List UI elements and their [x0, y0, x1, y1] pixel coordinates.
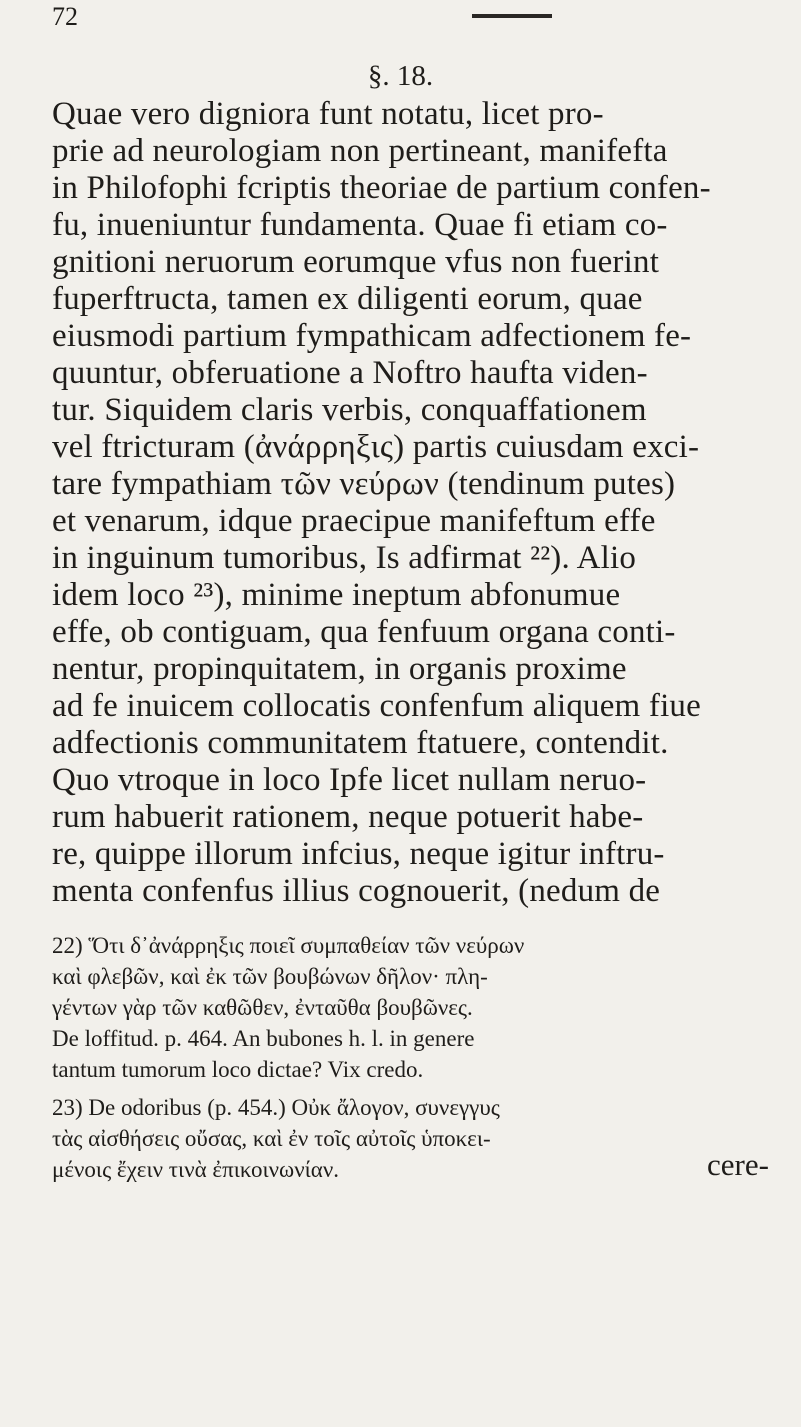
text-line: in inguinum tumoribus, Is adfirmat ²²). Alio: [52, 540, 637, 576]
page-number: 72: [52, 2, 78, 31]
text-line: idem loco ²³), minime ineptum abfonumue: [52, 577, 621, 613]
text-line: ad fe inuicem collocatis confenfum aliquem fiue: [52, 688, 701, 724]
text-line: fuperftructa, tamen ex diligenti eorum, quae: [52, 281, 643, 317]
footnote-line: 23) De odoribus (p. 454.) Οὐκ ἄλογον, συνεγγυς: [52, 1095, 500, 1120]
text-line: nentur, propinquitatem, in organis proxime: [52, 651, 627, 687]
text-line: Quae vero digniora funt notatu, licet pro-: [52, 96, 604, 132]
text-line: tur. Siquidem claris verbis, conquaffationem: [52, 392, 647, 428]
header-rule: [472, 14, 552, 18]
text-line: Quo vtroque in loco Ipfe licet nullam neruo-: [52, 762, 647, 798]
text-line: tare fympathiam τῶν νεύρων (tendinum putes): [52, 466, 676, 502]
text-line: menta confenfus illius cognouerit, (nedum de: [52, 873, 661, 909]
text-line: in Philofophi fcriptis theoriae de partium confen-: [52, 170, 711, 206]
text-line: et venarum, idque praecipue manifeftum effe: [52, 503, 656, 539]
catchword: cere-: [707, 1147, 769, 1182]
text-line: adfectionis communitatem ftatuere, contendit.: [52, 725, 669, 761]
footnote-line: tantum tumorum loco dictae? Vix credo.: [52, 1057, 424, 1082]
text-line: rum habuerit rationem, neque potuerit habe-: [52, 799, 644, 835]
text-line: fu, inueniuntur fundamenta. Quae fi etiam co-: [52, 207, 668, 243]
footnote-line: γέντων γὰρ τῶν καθῶθεν, ἐνταῦθα βουβῶνες.: [52, 995, 473, 1020]
footnote-line: De loffitud. p. 464. An bubones h. l. in genere: [52, 1026, 475, 1051]
text-line: effe, ob contiguam, qua fenfuum organa conti-: [52, 614, 676, 650]
text-line: gnitioni neruorum eorumque vfus non fuerint: [52, 244, 660, 280]
footnote-line: τὰς αἰσθήσεις οὔσας, καὶ ἐν τοῖς αὐτοῖς ὑποκει-: [52, 1126, 491, 1151]
text-line: quuntur, obferuatione a Noftro haufta viden-: [52, 355, 648, 391]
text-line: vel ftricturam (ἀνάρρηξις) partis cuiusdam exci-: [52, 429, 700, 465]
text-line: re, quippe illorum infcius, neque igitur inftru-: [52, 836, 665, 872]
section-heading: §. 18.: [367, 60, 434, 92]
footnote-line: 22) Ὅτι δ᾽ἀνάρρηξις ποιεῖ συμπαθείαν τῶν νεύρων: [52, 933, 525, 958]
text-line: prie ad neurologiam non pertineant, manifefta: [52, 133, 668, 169]
footnote-line: καὶ φλεβῶν, καὶ ἐκ τῶν βουβώνων δῆλον· πλη-: [52, 964, 488, 989]
footnote-line: μένοις ἔχειν τινὰ ἐπικοινωνίαν.: [52, 1157, 339, 1182]
text-line: eiusmodi partium fympathicam adfectionem fe-: [52, 318, 692, 354]
